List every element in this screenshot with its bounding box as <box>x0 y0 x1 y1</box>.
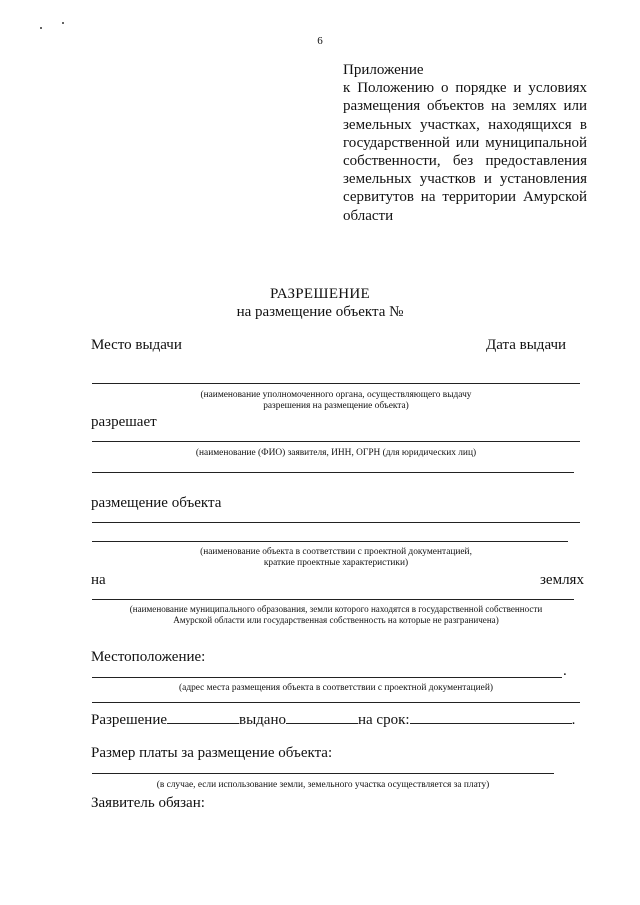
lands-caption: Амурской области или государственная собственность на которые не разграничена) <box>173 615 499 625</box>
permit-label: Разрешение <box>91 712 168 728</box>
appendix-line: сервитутов на территории Амурской <box>343 189 587 206</box>
page-number: 6 <box>317 35 323 47</box>
applicant-field-line[interactable] <box>92 441 580 442</box>
authority-caption: разрешения на размещение объекта) <box>263 401 409 411</box>
term-end: . <box>571 712 576 728</box>
permit-line <box>91 710 575 729</box>
issued-label: выдано <box>239 712 286 728</box>
obligations-label: Заявитель обязан: <box>91 795 205 811</box>
scan-mark <box>40 27 42 29</box>
issued-blank[interactable] <box>286 710 358 724</box>
appendix-line: размещения объектов на землях или <box>343 98 587 115</box>
fee-caption: (в случае, если использование земли, земельного участка осуществляется за плату) <box>156 780 490 790</box>
lands-caption: (наименование муниципального образования, земли которого находятся в государственной собственности <box>129 604 543 614</box>
permits-label: разрешает <box>91 414 157 430</box>
fee-field-line[interactable] <box>92 773 554 774</box>
document-subtitle: на размещение объекта № <box>236 304 404 320</box>
appendix-line: к Положению о порядке и условиях <box>343 80 587 97</box>
appendix-title: Приложение <box>343 62 424 78</box>
lands-field-line[interactable] <box>92 599 574 600</box>
location-end: . <box>563 663 567 679</box>
applicant-caption: (наименование (ФИО) заявителя, ИНН, ОГРН (для юридических лиц) <box>195 448 477 458</box>
on-label: на <box>91 572 106 588</box>
object-caption: краткие проектные характеристики) <box>263 558 409 568</box>
location-label: Местоположение: <box>91 649 206 665</box>
appendix-line: земельных участков и установления <box>343 171 587 188</box>
location-caption: (адрес места размещения объекта в соответствии с проектной документацией) <box>179 683 493 693</box>
object-label: размещение объекта <box>91 495 222 511</box>
object-field-line[interactable] <box>92 522 580 523</box>
location-field-line-2[interactable] <box>92 702 580 703</box>
document-title: РАЗРЕШЕНИЕ <box>269 286 371 302</box>
authority-field-line[interactable] <box>92 383 580 384</box>
issue-place-label: Место выдачи <box>91 337 182 353</box>
authority-caption: (наименование уполномоченного органа, осуществляющего выдачу <box>200 390 472 400</box>
appendix-line: земельных участках, находящихся в <box>343 116 587 133</box>
scan-mark <box>62 22 64 24</box>
issue-date-label: Дата выдачи <box>486 337 567 353</box>
lands-label: землях <box>540 572 584 588</box>
term-blank[interactable] <box>410 710 572 724</box>
permit-blank[interactable] <box>167 710 239 724</box>
appendix-line: собственности, без предоставления <box>343 153 587 170</box>
location-field-line[interactable] <box>92 677 562 678</box>
appendix-line: области <box>343 207 394 224</box>
fee-label: Размер платы за размещение объекта: <box>91 745 333 761</box>
object-caption: (наименование объекта в соответствии с проектной документацией, <box>200 547 472 557</box>
applicant-field-line-2[interactable] <box>92 472 574 473</box>
object-field-line-2[interactable] <box>92 541 568 542</box>
term-label: на срок: <box>358 712 410 728</box>
appendix-block <box>343 61 587 225</box>
appendix-line: государственной или муниципальной <box>343 134 587 151</box>
